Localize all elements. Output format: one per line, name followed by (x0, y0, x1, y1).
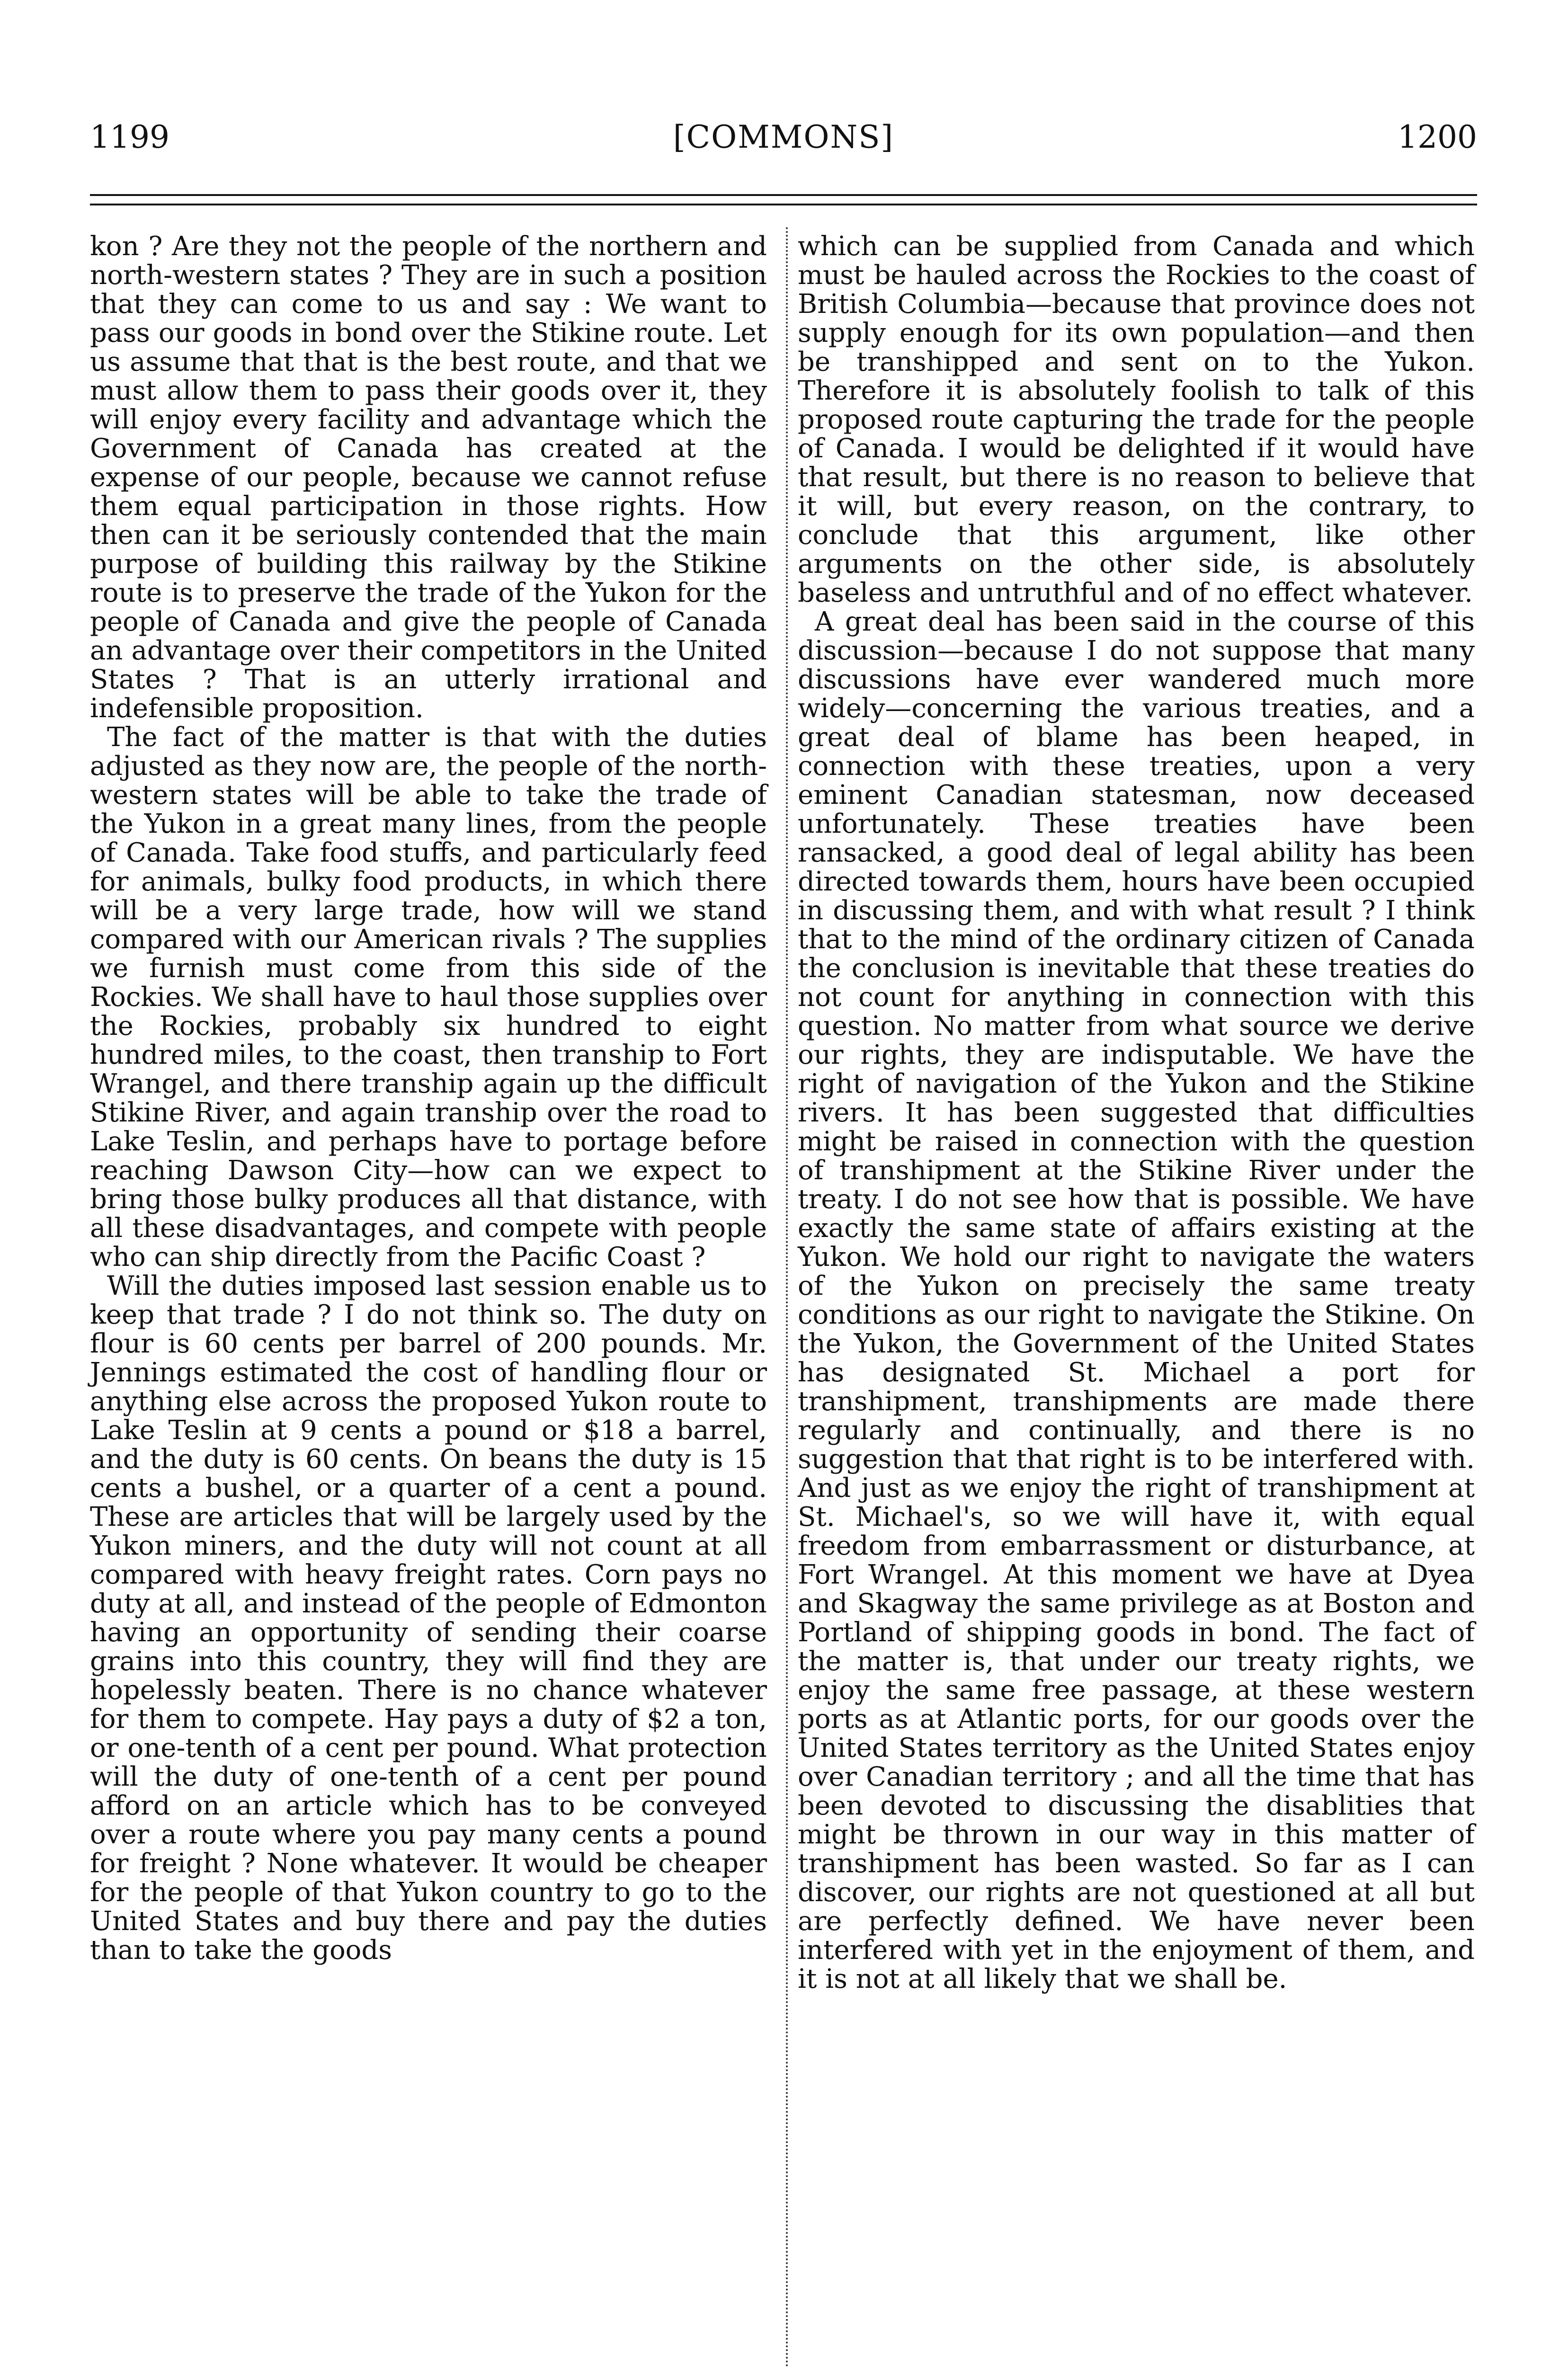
header-rule-bottom (90, 204, 1477, 205)
left-paragraph-2: The fact of the matter is that with the duties adjusted as they now are, the people of the north-western states will be able to take the trade of the Yukon in a great many lines, from the people of Canada. Take food stuffs, and particularly feed for animals, bulky food products, in which there will be a very large trade, how will we stand compared with our American rivals ? The supplies we furnish must come from this side of the Rockies. We shall have to haul those supplies over the Rockies, probably six hundred to eight hundred miles, to the coast, then tranship to Fort Wrangel, and there tranship again up the difficult Stikine River, and again tranship over the road to Lake Teslin, and perhaps have to portage before reaching Dawson City—how can we expect to bring those bulky produces all that distance, with all these disadvantages, and compete with people who can ship directly from the Pacific Coast ? (90, 722, 767, 1272)
column-divider (786, 227, 788, 2367)
right-paragraph-1: which can be supplied from Canada and which must be hauled across the Rockies to the coast of British Columbia—because that province does not supply enough for its own population—and then be transhipped and sent on to the Yukon. Therefore it is absolutely foolish to talk of this proposed route capturing the trade for the people of Canada. I would be delighted if it would have that result, but there is no reason to believe that it will, but every reason, on the contrary, to conclude that this argument, like other arguments on the other side, is absolutely baseless and untruthful and of no effect whatever. (798, 231, 1475, 608)
running-title: [COMMONS] (673, 119, 894, 155)
right-column (798, 232, 1475, 1993)
page-header (90, 111, 1477, 163)
page-number-left: 1199 (90, 119, 169, 155)
left-column (90, 232, 767, 1965)
right-paragraph-2: A great deal has been said in the course of this discussion—because I do not suppose that many discussions have ever wandered much more widely—concerning the various treaties, and a great deal of blame has been heaped, in connection with these treaties, upon a very eminent Canadian statesman, now deceased unfortunately. These treaties have been ransacked, a good deal of legal ability has been directed towards them, hours have been occupied in discussing them, and with what result ? I think that to the mind of the ordinary citizen of Canada the conclusion is inevitable that these treaties do not count for anything in connection with this question. No matter from what source we derive our rights, they are indisputable. We have the right of navigation of the Yukon and the Stikine rivers. It has been suggested that difficulties might be raised in connection with the question of transhipment at the Stikine River under the treaty. I do not see how that is possible. We have exactly the same state of affairs existing at the Yukon. We hold our right to navigate the waters of the Yukon on precisely the same treaty conditions as our right to navigate the Stikine. On the Yukon, the Government of the United States has designated St. Michael a port for transhipment, transhipments are made there regularly and continually, and there is no suggestion that that right is to be interfered with. And just as we enjoy the right of transhipment at St. Michael's, so we will have it, with equal freedom from embarrassment or disturbance, at Fort Wrangel. At this moment we have at Dyea and Skagway the same privilege as at Boston and Portland of shipping goods in bond. The fact of the matter is, that under our treaty rights, we enjoy the same free passage, at these western ports as at Atlantic ports, for our goods over the United States territory as the United States enjoy over Canadian territory ; and all the time that has been devoted to discussing the disablities that might be thrown in our way in this matter of transhipment has been wasted. So far as I can discover, our rights are not questioned at all but are perfectly defined. We have never been interfered with yet in the enjoyment of them, and it is not at all likely that we shall be. (798, 606, 1475, 1994)
left-paragraph-3: Will the duties imposed last session enable us to keep that trade ? I do not think so. The duty on flour is 60 cents per barrel of 200 pounds. Mr. Jennings estimated the cost of handling flour or anything else across the proposed Yukon route to Lake Teslin at 9 cents a pound or $18 a barrel, and the duty is 60 cents. On beans the duty is 15 cents a bushel, or a quarter of a cent a pound. These are articles that will be largely used by the Yukon miners, and the duty will not count at all compared with heavy freight rates. Corn pays no duty at all, and instead of the people of Edmonton having an opportunity of sending their coarse grains into this country, they will find they are hopelessly beaten. There is no chance whatever for them to compete. Hay pays a duty of $2 a ton, or one-tenth of a cent per pound. What protection will the duty of one-tenth of a cent per pound afford on an article which has to be conveyed over a route where you pay many cents a pound for freight ? None whatever. It would be cheaper for the people of that Yukon country to go to the United States and buy there and pay the duties than to take the goods (90, 1271, 767, 1966)
page-number-right: 1200 (1398, 119, 1477, 155)
header-rule-top (90, 194, 1477, 196)
left-paragraph-1: kon ? Are they not the people of the northern and north-western states ? They are in such a position that they can come to us and say : We want to pass our goods in bond over the Stikine route. Let us assume that that is the best route, and that we must allow them to pass their goods over it, they will enjoy every facility and advantage which the Government of Canada has created at the expense of our people, because we cannot refuse them equal participation in those rights. How then can it be seriously contended that the main purpose of building this railway by the Stikine route is to preserve the trade of the Yukon for the people of Canada and give the people of Canada an advantage over their competitors in the United States ? That is an utterly irrational and indefensible proposition. (90, 231, 767, 724)
